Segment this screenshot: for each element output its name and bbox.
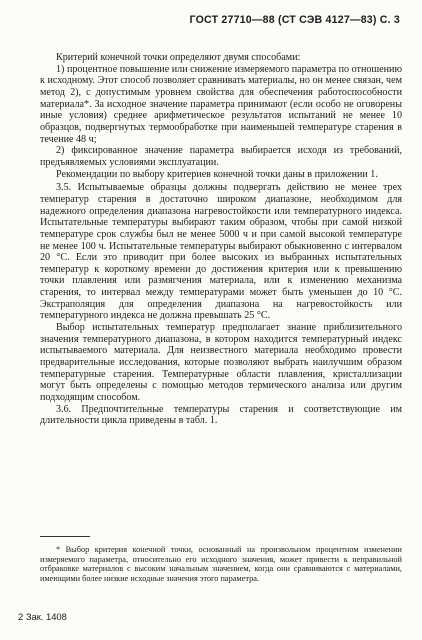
footnote-text: * Выбор критерия конечной точки, основанный на произвольном процентном изменении измеряемого параметра, относительно его исходного значения, может привести к неправильной отбраковке материалов с высоким начальным значением, когда они сравниваются с материалами, имеющими более низкие исходные значения этого параметра. [40, 545, 402, 583]
page-header: ГОСТ 27710—88 (СТ СЭВ 4127—83) С. 3 [189, 14, 400, 26]
footnote [40, 545, 402, 583]
print-order-number: 2 Зак. 1408 [18, 611, 67, 622]
paragraph-method-1: 1) процентное повышение или снижение измеряемого параметра по отношению к исходному. Этот способ позволяет сравнивать материалы, но он менее связан, чем метод 2), с допустимым уровнем свойства для обеспечения работоспособности материала*. За исходное значение параметра принимают (если особо не оговорены иные условия) среднее арифметическое результатов испытаний не менее 10 образцов, подвергнутых термообработке при наименьшей температуре старения в течение 48 ч; [40, 63, 402, 145]
paragraph-3-5: 3.5. Испытываемые образцы должны подвергать действию не менее трех температур старения в достаточно широком диапазоне, необходимом для надежного определения диапазона нагревостойкости или температурного индекса. Испытательные температуры выбирают таким образом, чтобы при самой низкой температуре срок службы был не менее 5000 ч и при самой высокой температуре не менее 100 ч. Испытательные температуры выбирают обыкновенно с интервалом 20 °С. Если это приводит при более высоких из выбранных испытательных температур к короткому времени до достижения критерия или к превышению точки плавления или размягчения материала, или к изменению механизма старения, то интервал между температурами может быть уменьшен до 10 °С. Экстраполяция для определения диапазона на нагревостойкость или температурного индекса не должна превышать 25 °С. [40, 182, 402, 322]
paragraph-method-2: 2) фиксированное значение параметра выбирается исходя из требований, предъявляемых условиями эксплуатации. [40, 145, 402, 168]
paragraph-temperature-choice: Выбор испытательных температур предполагает знание приблизительного значения температурного диапазона, в котором находится температурный индекс испытываемого материала. Для неизвестного материала необходимо провести предварительные исследования, которые позволяют выбрать наилучшим образом температурные старения. Температурные области плавления, кристаллизации могут быть определены с помощью методов термического анализа или другим подходящим способом. [40, 322, 402, 404]
paragraph-3-6: 3.6. Предпочтительные температуры старения и соответствующие им длительности цикла приведены в табл. 1. [40, 403, 402, 427]
paragraph-recommendations: Рекомендации по выбору критериев конечной точки даны в приложении 1. [56, 168, 378, 180]
paragraph-criterion-intro: Критерий конечной точки определяют двумя способами: [56, 52, 301, 63]
footnote-divider [40, 536, 90, 537]
body-text [40, 52, 402, 427]
